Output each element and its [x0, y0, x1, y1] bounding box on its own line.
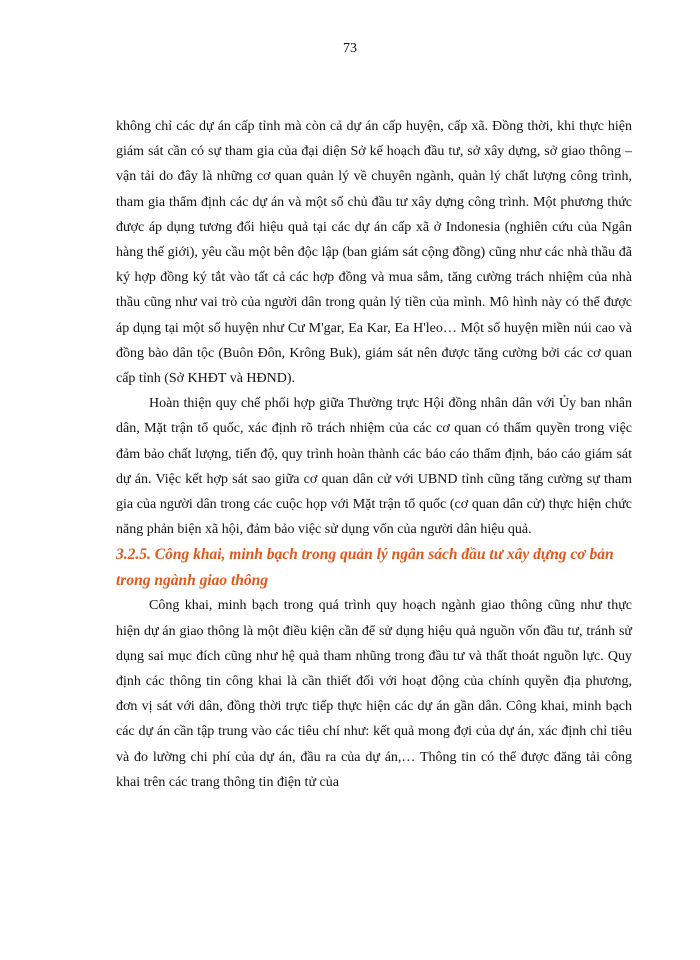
section-heading: 3.2.5. Công khai, minh bạch trong quản lý ngân sách đầu tư xây dựng cơ bản trong ngành giao thông: [116, 546, 614, 589]
body-paragraph: Công khai, minh bạch trong quá trình quy hoạch ngành giao thông cũng như thực hiện dự án giao thông là một điều kiện cần để sử dụng hiệu quả nguồn vốn đầu tư, tránh sử dụng sai mục đích cũng như hệ quả tham nhũng trong đầu tư và thất thoát nguồn lực. Quy định các thông tin công khai là cần thiết đối với hoạt động của chính quyền địa phương, đơn vị sát với dân, đồng thời trực tiếp thực hiện các dự án gần dân. Công khai, minh bạch các dự án cần tập trung vào các tiêu chí như: kết quả mong đợi của dự án, xác định chỉ tiêu và đo lường chi phí của dự án, đầu ra của dự án,… Thông tin có thể được đăng tải công khai trên các trang thông tin điện tử của: [116, 598, 632, 790]
body-paragraph: Hoàn thiện quy chế phối hợp giữa Thường trực Hội đồng nhân dân với Ủy ban nhân dân, Mặt trận tổ quốc, xác định rõ trách nhiệm của các cơ quan có thẩm quyền trong việc đảm bảo chất lượng, tiến độ, quy trình hoàn thành các báo cáo thẩm định, báo cáo giám sát dự án. Việc kết hợp sát sao giữa cơ quan dân cử với UBND tỉnh cũng tăng cường sự tham gia của người dân trong các cuộc họp với Mặt trận tổ quốc (cơ quan dân cử) thực hiện chức năng phản biện xã hội, đảm bảo việc sử dụng vốn của người dân hiệu quả.: [116, 396, 632, 538]
page-body: [116, 114, 632, 795]
page-number: 73: [343, 41, 357, 56]
body-paragraph: không chỉ các dự án cấp tỉnh mà còn cả dự án cấp huyện, cấp xã. Đồng thời, khi thực hiện giám sát cần có sự tham gia của đại diện Sở kế hoạch đầu tư, sở xây dựng, sở giao thông – vận tải do đây là những cơ quan quản lý về chuyên ngành, quản lý chất lượng công trình, tham gia thẩm định các dự án và một số chủ đầu tư xây dựng công trình. Một phương thức được áp dụng tương đối hiệu quả tại các dự án cấp xã ở Indonesia (nghiên cứu của Ngân hàng thế giới), yêu cầu một bên độc lập (ban giám sát cộng đồng) cũng như các nhà thầu đã ký hợp đồng ký tắt vào tất cả các hợp đồng và mua sắm, tăng cường trách nhiệm của nhà thầu cũng như vai trò của người dân trong quản lý tiền của mình. Mô hình này có thể được áp dụng tại một số huyện như Cư M'gar, Ea Kar, Ea H'leo… Một số huyện miền núi cao và đồng bào dân tộc (Buôn Đôn, Krông Buk), giám sát nên được tăng cường bởi các cơ quan cấp tỉnh (Sở KHĐT và HĐND).: [116, 119, 632, 387]
